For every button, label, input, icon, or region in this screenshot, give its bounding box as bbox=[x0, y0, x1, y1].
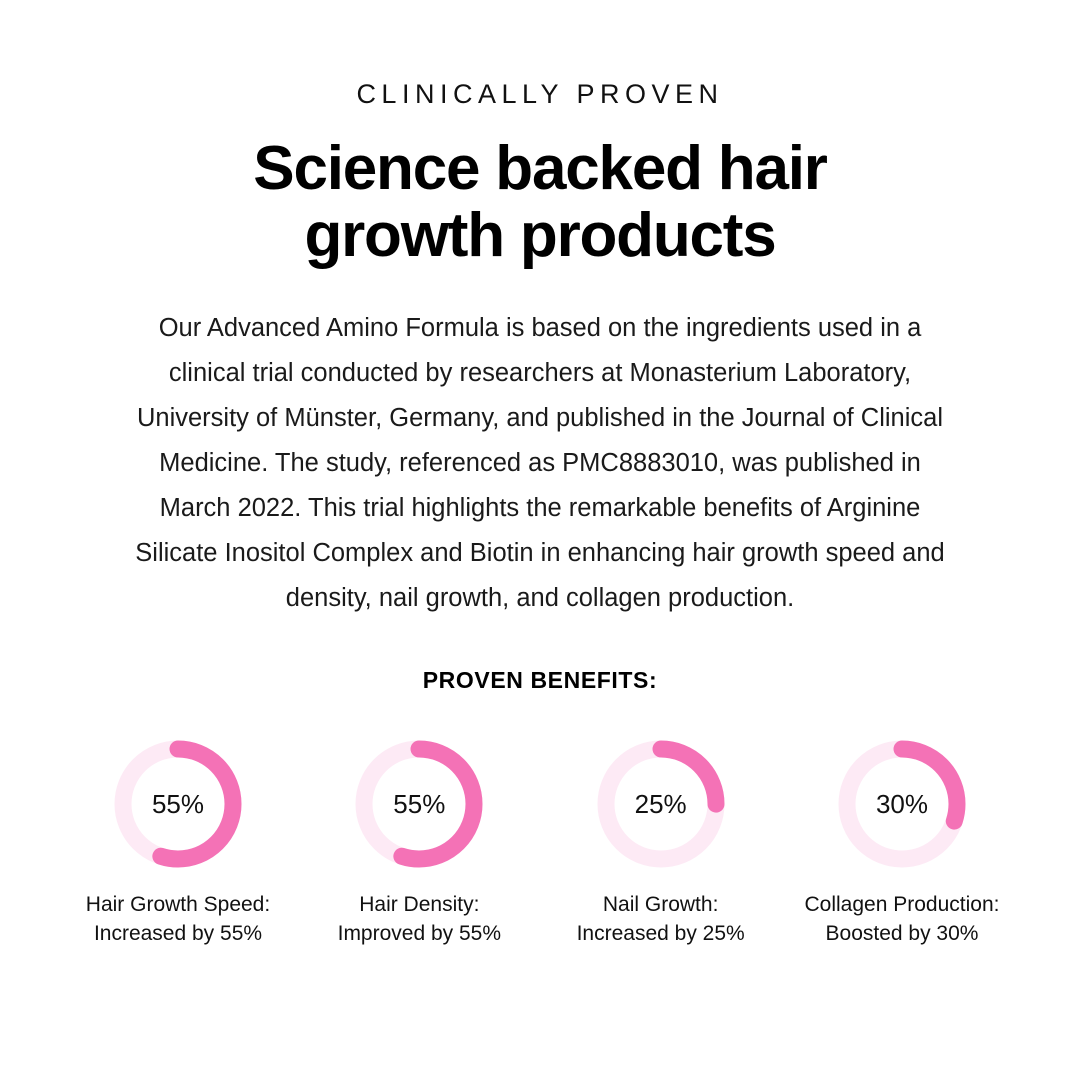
benefits-heading: PROVEN BENEFITS: bbox=[422, 667, 658, 694]
ring-value-label: 30% bbox=[875, 788, 928, 819]
list-item bbox=[66, 736, 290, 948]
ring-caption-line2: Boosted by 30% bbox=[825, 922, 979, 946]
list-item bbox=[307, 736, 531, 948]
list-item bbox=[790, 736, 1014, 948]
page-title: Science backed hair growth products bbox=[253, 134, 827, 271]
body-paragraph: Our Advanced Amino Formula is based on the ingredients used in a clinical trial conducted by researchers at Monasterium Laboratory, University of Münster, Germany, and published in the Journal of Clinical Medicine. The study, referenced as PMC8883010, was published in March 2022. This trial highlights the remarkable benefits of Arginine Silicate Inositol Complex and Biotin in enhancing hair growth speed and density, nail growth, and collagen production. bbox=[135, 314, 945, 613]
progress-ring-hair-growth-speed bbox=[110, 736, 246, 872]
ring-caption-line2: Increased by 55% bbox=[93, 922, 263, 946]
ring-caption bbox=[338, 890, 501, 948]
ring-value-label: 55% bbox=[151, 788, 205, 819]
ring-caption-line2: Increased by 25% bbox=[576, 922, 745, 946]
ring-caption bbox=[577, 890, 745, 948]
ring-caption-line1: Hair Growth Speed: bbox=[85, 893, 271, 917]
progress-rings-group bbox=[40, 736, 1040, 948]
list-item bbox=[549, 736, 773, 948]
ring-caption-line1: Nail Growth: bbox=[602, 893, 719, 917]
ring-value-label: 25% bbox=[634, 788, 687, 819]
ring-caption-line1: Hair Density: bbox=[359, 893, 480, 917]
progress-ring-nail-growth bbox=[593, 736, 729, 872]
progress-ring-collagen-production bbox=[834, 736, 970, 872]
eyebrow-text: CLINICALLY PROVEN bbox=[356, 79, 724, 109]
progress-ring-hair-density bbox=[351, 736, 487, 872]
ring-caption bbox=[86, 890, 270, 948]
ring-caption-line2: Improved by 55% bbox=[337, 922, 502, 946]
ring-value-label: 55% bbox=[393, 788, 446, 819]
ring-caption bbox=[805, 890, 1000, 948]
ring-caption-line1: Collagen Production: bbox=[804, 893, 1000, 917]
